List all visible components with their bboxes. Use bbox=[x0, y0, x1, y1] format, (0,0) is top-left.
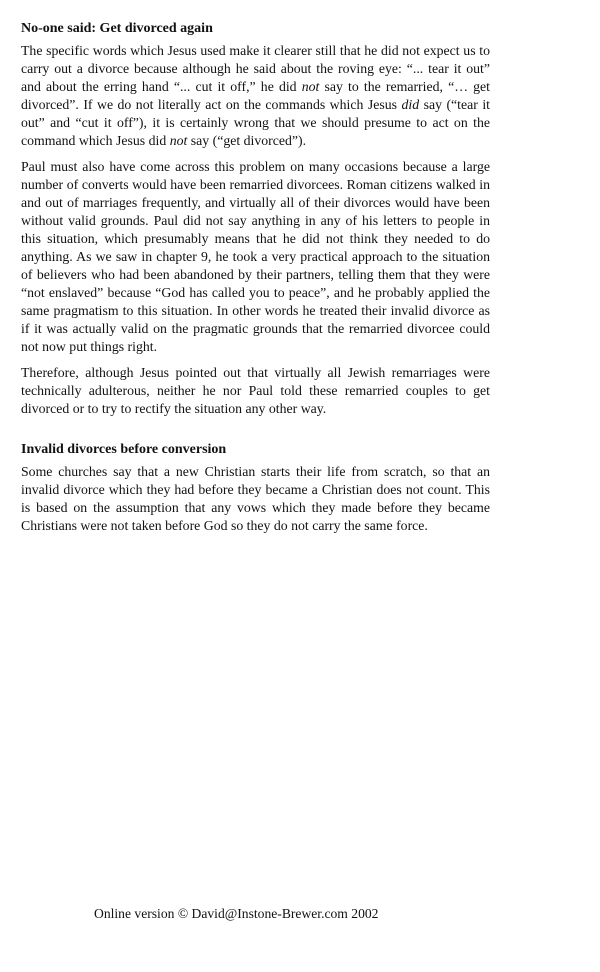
page-footer: Online version © David@Instone-Brewer.com 2002 bbox=[94, 906, 379, 921]
section-invalid-divorces bbox=[21, 441, 490, 535]
section-heading: Invalid divorces before conversion bbox=[21, 442, 227, 458]
section-no-one-said bbox=[21, 20, 490, 418]
emphasis: did bbox=[401, 96, 420, 112]
paragraph: Therefore, although Jesus pointed out that virtually all Jewish remarriages were technically adulterous, neither he nor Paul told these remarried couples to get divorced or to try to rectify the situation any other way. bbox=[21, 365, 490, 417]
page-content bbox=[21, 20, 490, 544]
emphasis: not bbox=[169, 132, 188, 148]
paragraph: Paul must also have come across this problem on many occasions because a large number of converts would have been remarried divorcees. Roman citizens walked in and out of marriages frequently, and virtually all of their divorces would have been without valid grounds. Paul did not say anything in any of his letters to people in this situation, which presumably means that he did not think they needed to do anything. As we saw in chapter 9, he took a very practical approach to the situation of believers who had been abandoned by their partners, telling them that they were “not enslaved” because “God has called you to peace”, and he probably applied the same pragmatism to this situation. In other words he treated their invalid divorce as if it was actually valid on the pragmatic grounds that the remarried divorcee could not now put things right. bbox=[21, 159, 490, 354]
section-divider bbox=[21, 427, 490, 441]
emphasis: not bbox=[301, 78, 320, 94]
paragraph: The specific words which Jesus used make it clearer still that he did not expect us to carry out a divorce because although he said about the roving eye: “... tear it out” and about the erring hand “... cut it off,” he did not say to the remarried, “… get divorced”. If we do not literally act on the commands which Jesus did say (“tear it out” and “cut it off”), it is certainly wrong that we should presume to act on the command which Jesus did not say (“get divorced”). bbox=[21, 43, 490, 148]
paragraph: Some churches say that a new Christian starts their life from scratch, so that an invalid divorce which they had before they became a Christian does not count. This is based on the assumption that any vows which they made before they became Christians were not taken before God so they do not carry the same force. bbox=[21, 464, 490, 533]
section-heading: No-one said: Get divorced again bbox=[21, 21, 213, 36]
